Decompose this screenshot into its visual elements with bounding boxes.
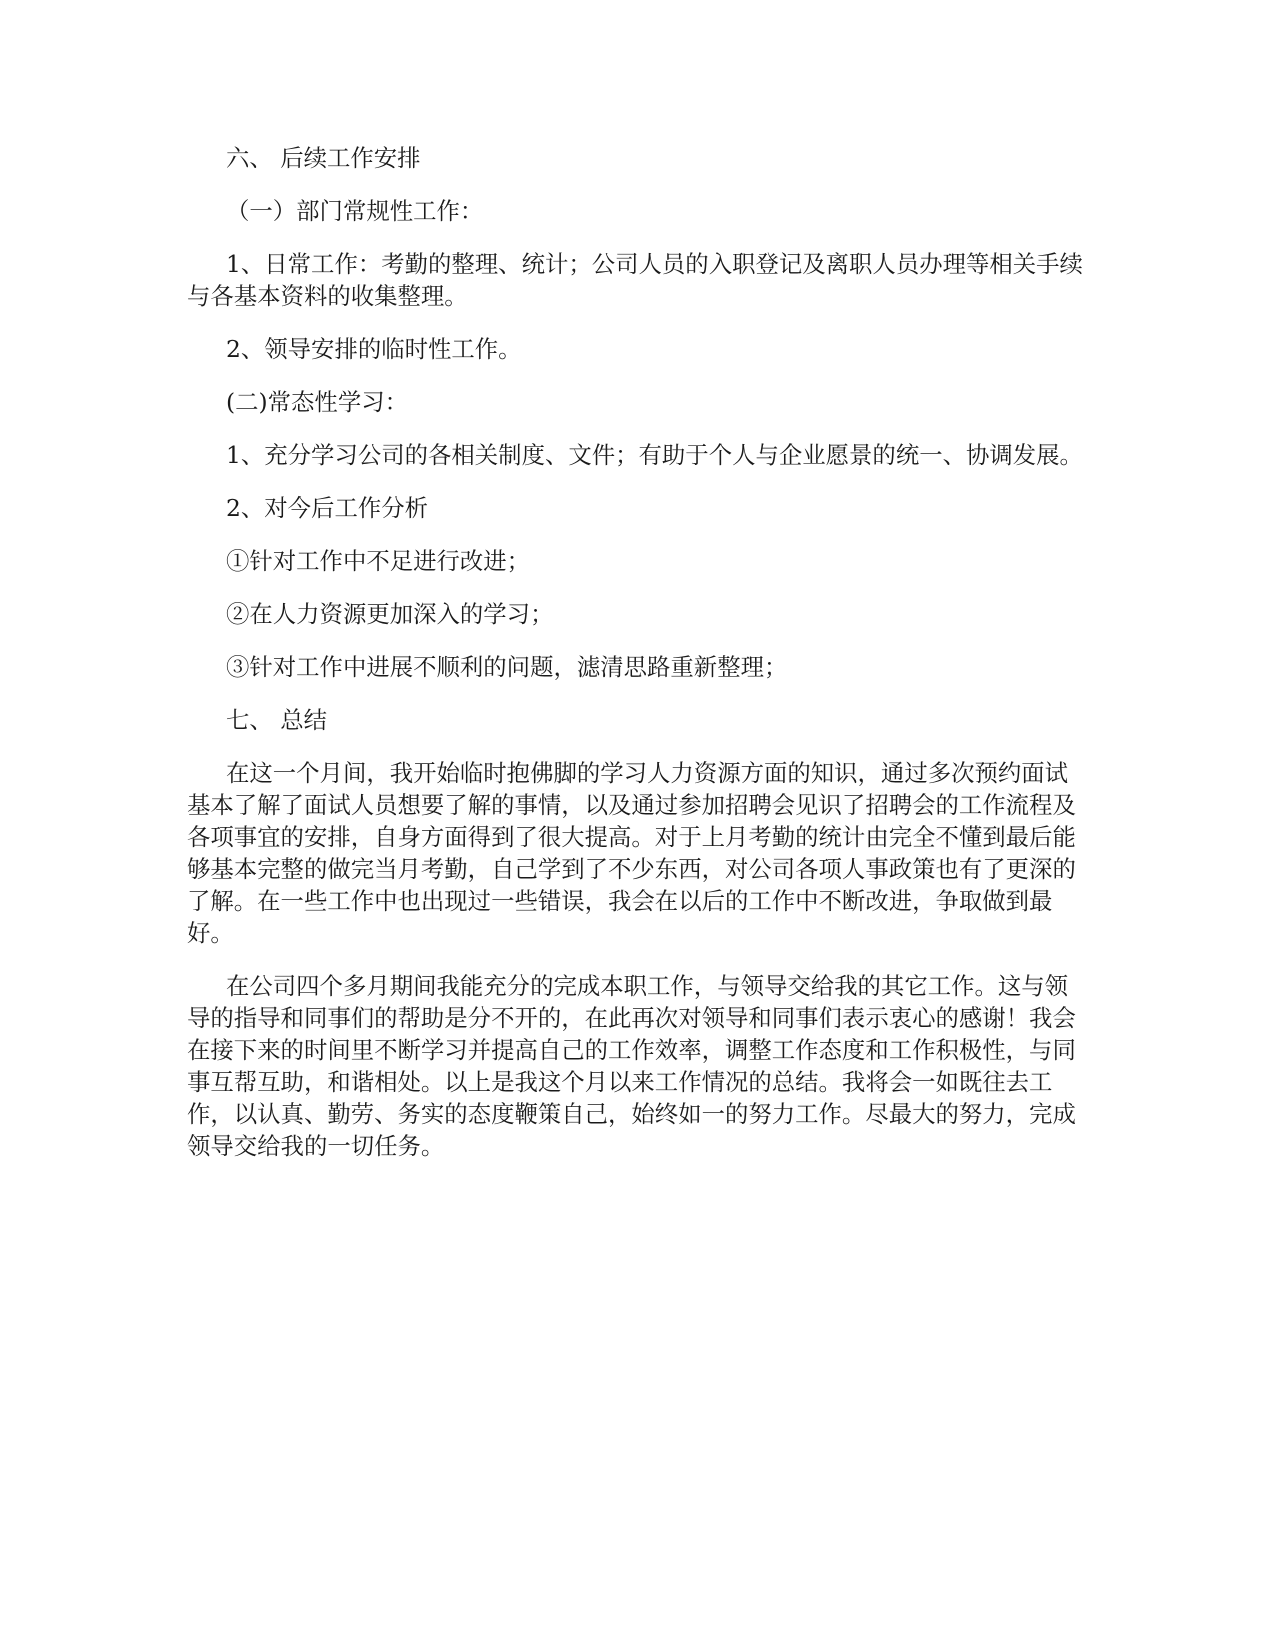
list-item-reorganize: ③针对工作中进展不顺利的问题，滤清思路重新整理； (226, 653, 788, 681)
paragraph-temporary-work: 2、领导安排的临时性工作。 (226, 335, 522, 363)
paragraph-summary-month: 在这一个月间，我开始临时抱佛脚的学习人力资源方面的知识，通过多次预约面试基本了解了面试人员想要了解的事情，以及通过参加招聘会见识了招聘会的工作流程及各项事宜的安排，自身方面得到了很大提高。对于上月考勤的统计由完全不懂到最后能够基本完整的做完当月考勤，自己学到了不少东西，对公司各项人事政策也有了更深的了解。在一些工作中也出现过一些错误，我会在以后的工作中不断改进，争取做到最好。 (187, 759, 1076, 947)
subsection-heading-routine-work: （一）部门常规性工作： (226, 197, 484, 225)
subsection-heading-learning: (二)常态性学习： (226, 388, 408, 416)
paragraph-summary-gratitude: 在公司四个多月期间我能充分的完成本职工作，与领导交给我的其它工作。这与领导的指导和同事们的帮助是分不开的，在此再次对领导和同事们表示衷心的感谢！我会在接下来的时间里不断学习并提高自己的工作效率，调整工作态度和工作积极性，与同事互帮互助，和谐相处。以上是我这个月以来工作情况的总结。我将会一如既往去工作，以认真、勤劳、务实的态度鞭策自己，始终如一的努力工作。尽最大的努力，完成领导交给我的一切任务。 (187, 972, 1076, 1160)
list-item-hr-study: ②在人力资源更加深入的学习； (226, 600, 554, 628)
paragraph-daily-work: 1、日常工作：考勤的整理、统计；公司人员的入职登记及离职人员办理等相关手续与各基本资料的收集整理。 (187, 250, 1083, 310)
list-item-improve: ①针对工作中不足进行改进； (226, 547, 531, 575)
document-body (187, 142, 1087, 1183)
section-heading-follow-up: 六、 后续工作安排 (226, 144, 421, 172)
paragraph-study-policies: 1、充分学习公司的各相关制度、文件；有助于个人与企业愿景的统一、协调发展。 (226, 441, 1083, 469)
section-heading-summary: 七、 总结 (226, 706, 327, 734)
paragraph-work-analysis: 2、对今后工作分析 (226, 494, 429, 522)
